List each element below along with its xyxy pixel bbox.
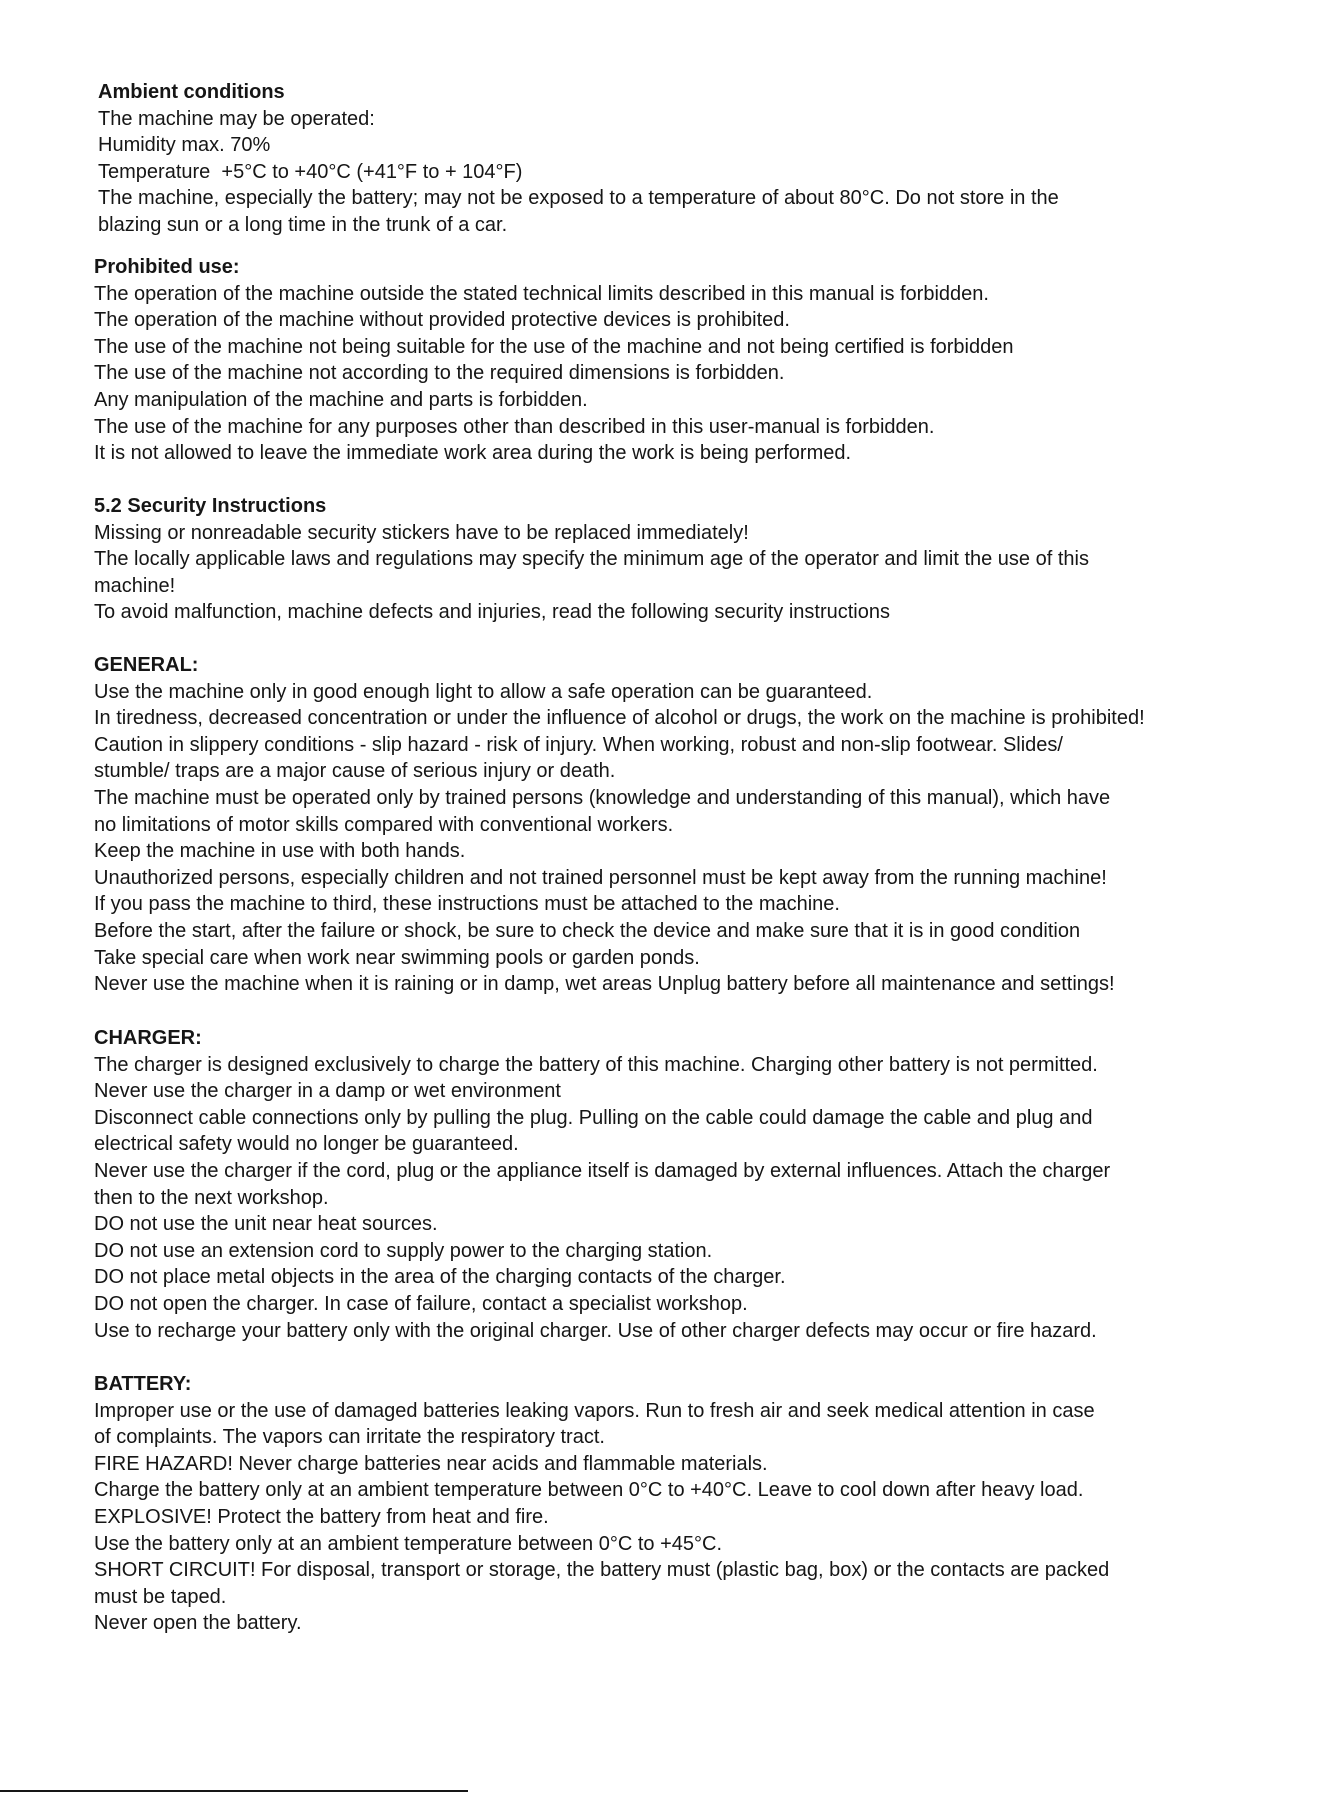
text-line: Improper use or the use of damaged batteries leaking vapors. Run to fresh air and seek medical attention in case [94, 1399, 1095, 1422]
text-line: If you pass the machine to third, these instructions must be attached to the machine. [94, 893, 840, 916]
text-line: Humidity max. 70% [98, 134, 271, 157]
prohibited-use-lines [94, 281, 1244, 467]
text-line: EXPLOSIVE! Protect the battery from heat and fire. [94, 1505, 549, 1528]
text-line: Never open the battery. [94, 1612, 302, 1635]
text-line: The charger is designed exclusively to charge the battery of this machine. Charging other battery is not permitted. [94, 1053, 1098, 1076]
general-lines [94, 679, 1244, 998]
text-line: Any manipulation of the machine and parts is forbidden. [94, 388, 588, 411]
footer-rule [0, 1790, 468, 1792]
text-line: FIRE HAZARD! Never charge batteries near acids and flammable materials. [94, 1452, 768, 1475]
text-line: DO not open the charger. In case of failure, contact a specialist workshop. [94, 1292, 748, 1315]
charger-section [94, 1025, 1244, 1344]
battery-lines [94, 1398, 1244, 1637]
text-line: The machine may be operated: [98, 107, 375, 130]
text-line: The operation of the machine without provided protective devices is prohibited. [94, 309, 790, 332]
text-line: electrical safety would no longer be guaranteed. [94, 1133, 519, 1156]
text-line: of complaints. The vapors can irritate the respiratory tract. [94, 1426, 605, 1449]
text-line: Never use the charger if the cord, plug or the appliance itself is damaged by external influences. Attach the charger [94, 1159, 1111, 1182]
security-instructions-lines [94, 520, 1244, 626]
security-instructions-heading: 5.2 Security Instructions [94, 495, 327, 517]
text-line: The operation of the machine outside the stated technical limits described in this manual is forbidden. [94, 282, 989, 305]
text-line: Missing or nonreadable security stickers have to be replaced immediately! [94, 521, 749, 544]
general-heading: GENERAL: [94, 654, 199, 676]
text-line: Temperature +5°C to +40°C (+41°F to + 104°F) [98, 160, 523, 183]
text-line: Keep the machine in use with both hands. [94, 840, 466, 863]
text-line: DO not use an extension cord to supply power to the charging station. [94, 1239, 713, 1262]
ambient-conditions-section [98, 79, 1248, 239]
text-line: Never use the charger in a damp or wet environment [94, 1080, 561, 1103]
text-line: DO not place metal objects in the area of the charging contacts of the charger. [94, 1266, 786, 1289]
text-line: Take special care when work near swimming pools or garden ponds. [94, 946, 700, 969]
text-line: stumble/ traps are a major cause of serious injury or death. [94, 760, 616, 783]
text-line: To avoid malfunction, machine defects and injuries, read the following security instructions [94, 601, 890, 624]
text-line: The use of the machine not according to the required dimensions is forbidden. [94, 362, 785, 385]
text-line: The use of the machine for any purposes other than described in this user-manual is forbidden. [94, 415, 935, 438]
general-section [94, 652, 1244, 998]
text-line: Never use the machine when it is raining or in damp, wet areas Unplug battery before all maintenance and settings! [94, 973, 1115, 996]
charger-lines [94, 1052, 1244, 1345]
prohibited-use-heading: Prohibited use: [94, 256, 240, 278]
text-line: must be taped. [94, 1585, 227, 1608]
text-line: Before the start, after the failure or shock, be sure to check the device and make sure that it is in good condition [94, 919, 1081, 942]
ambient-conditions-heading: Ambient conditions [98, 81, 285, 103]
prohibited-use-section [94, 254, 1244, 467]
text-line: Caution in slippery conditions - slip hazard - risk of injury. When working, robust and non-slip footwear. Slides/ [94, 733, 1063, 756]
text-line: The machine, especially the battery; may not be exposed to a temperature of about 80°C. Do not store in the [98, 187, 1059, 210]
text-line: Charge the battery only at an ambient temperature between 0°C to +40°C. Leave to cool down after heavy load. [94, 1479, 1084, 1502]
text-line: machine! [94, 574, 176, 597]
text-line: It is not allowed to leave the immediate work area during the work is being performed. [94, 442, 852, 465]
text-line: then to the next workshop. [94, 1186, 329, 1209]
text-line: DO not use the unit near heat sources. [94, 1213, 438, 1236]
text-line: no limitations of motor skills compared with conventional workers. [94, 813, 674, 836]
text-line: Unauthorized persons, especially children and not trained personnel must be kept away from the running machine! [94, 866, 1107, 889]
text-line: The use of the machine not being suitable for the use of the machine and not being certified is forbidden [94, 335, 1014, 358]
text-line: SHORT CIRCUIT! For disposal, transport or storage, the battery must (plastic bag, box) or the contacts are packed [94, 1559, 1110, 1582]
security-instructions-section [94, 493, 1244, 626]
text-line: Use the battery only at an ambient temperature between 0°C to +45°C. [94, 1532, 723, 1555]
text-line: Use to recharge your battery only with the original charger. Use of other charger defects may occur or fire hazard. [94, 1319, 1097, 1342]
ambient-conditions-lines [98, 106, 1248, 239]
text-line: In tiredness, decreased concentration or under the influence of alcohol or drugs, the work on the machine is prohibited! [94, 707, 1145, 730]
text-line: blazing sun or a long time in the trunk of a car. [98, 213, 508, 236]
text-line: Use the machine only in good enough light to allow a safe operation can be guaranteed. [94, 680, 873, 703]
battery-section [94, 1371, 1244, 1637]
text-line: The machine must be operated only by trained persons (knowledge and understanding of this manual), which have [94, 786, 1111, 809]
charger-heading: CHARGER: [94, 1027, 202, 1049]
text-line: The locally applicable laws and regulations may specify the minimum age of the operator and limit the use of this [94, 548, 1089, 571]
battery-heading: BATTERY: [94, 1373, 192, 1395]
text-line: Disconnect cable connections only by pulling the plug. Pulling on the cable could damage the cable and plug and [94, 1106, 1093, 1129]
